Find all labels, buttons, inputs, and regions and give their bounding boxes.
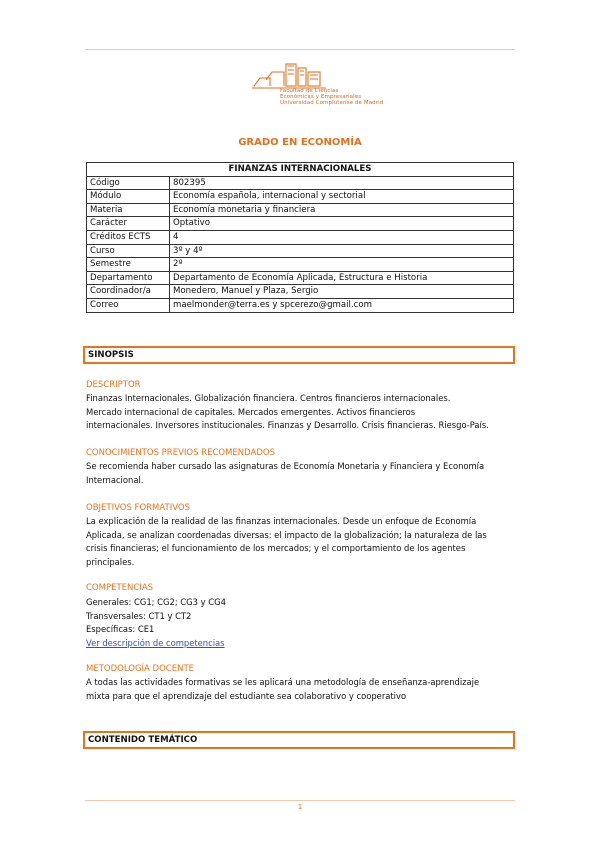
header-rule xyxy=(85,49,515,50)
text-line: Se recomienda haber cursado las asignaturas de Economía Monetaria y Financiera y Economía xyxy=(86,461,485,471)
table-row xyxy=(87,271,514,285)
page-number: 1 xyxy=(297,803,303,811)
row-value: maelmonder@terra.es y spcerezo@gmail.com xyxy=(170,298,514,312)
text-line: Finanzas Internacionales. Globalización financiera. Centros financieros internacionales. xyxy=(86,393,451,403)
row-label: Coordinador/a xyxy=(87,285,170,299)
sinopsis-section-heading: SINOPSIS xyxy=(83,346,515,364)
course-info-table xyxy=(86,162,514,313)
text-line: principales. xyxy=(86,556,135,567)
table-row xyxy=(87,217,514,231)
table-row xyxy=(87,230,514,244)
objetivos-heading: OBJETIVOS FORMATIVOS xyxy=(86,503,190,513)
metodologia-heading: METODOLOGÍA DOCENTE xyxy=(86,664,195,674)
objetivos-text xyxy=(86,515,514,569)
table-row xyxy=(87,176,514,190)
degree-title: GRADO EN ECONOMÍA xyxy=(238,137,362,148)
text-line: crisis financieras; el funcionamiento de los mercados; y el comportamiento de los agentes xyxy=(86,543,466,553)
table-row xyxy=(87,285,514,299)
logo-line: Económicas y Empresariales xyxy=(280,94,362,100)
row-value: Monedero, Manuel y Plaza, Sergio xyxy=(170,285,514,299)
table-row xyxy=(87,190,514,204)
text-line: Mercado internacional de capitales. Mercados emergentes. Activos financieros xyxy=(86,406,416,417)
row-value: 4 xyxy=(170,230,514,244)
competencias-generales: Generales: CG1; CG2; CG3 y CG4 xyxy=(86,597,226,607)
table-row xyxy=(87,244,514,258)
row-value: 3º y 4º xyxy=(170,244,514,258)
row-label: Materia xyxy=(87,203,170,217)
row-label: Código xyxy=(87,176,170,190)
row-label: Departamento xyxy=(87,271,170,285)
competencias-especificas: Específicas: CE1 xyxy=(86,624,155,634)
metodologia-text xyxy=(86,676,514,703)
competencias-link[interactable]: Ver descripción de competencias xyxy=(86,637,225,648)
table-row xyxy=(87,298,514,312)
descriptor-text xyxy=(86,392,514,433)
row-value: Economía española, internacional y sectorial xyxy=(170,190,514,204)
competencias-text xyxy=(86,596,514,650)
contenido-section-heading: CONTENIDO TEMÁTICO xyxy=(83,731,515,749)
logo-line: Universidad Complutense de Madrid xyxy=(280,100,384,106)
text-line: A todas las actividades formativas se les aplicará una metodología de enseñanza-aprendizaje xyxy=(86,677,480,687)
row-value: 2º xyxy=(170,258,514,272)
row-label: Módulo xyxy=(87,190,170,204)
footer-rule xyxy=(85,800,515,801)
row-label: Correo xyxy=(87,298,170,312)
logo-line: Facultad de Ciencias xyxy=(280,88,339,94)
row-value: Departamento de Economía Aplicada, Estructura e Historia xyxy=(170,271,514,285)
text-line: internacionales. Inversores institucionales. Finanzas y Desarrollo. Crisis financieras. Riesgo-País. xyxy=(86,420,489,430)
descriptor-heading: DESCRIPTOR xyxy=(86,380,141,390)
row-label: Curso xyxy=(87,244,170,258)
table-row xyxy=(87,258,514,272)
row-value: 802395 xyxy=(170,176,514,190)
row-label: Carácter xyxy=(87,217,170,231)
row-label: Créditos ECTS xyxy=(87,230,170,244)
text-line: mixta para que el aprendizaje del estudiante sea colaborativo y cooperativo xyxy=(86,690,407,701)
table-row xyxy=(87,203,514,217)
course-name-heading: FINANZAS INTERNACIONALES xyxy=(87,163,514,177)
competencias-transversales: Transversales: CT1 y CT2 xyxy=(86,610,192,621)
conocimientos-text xyxy=(86,460,514,487)
row-value: Optativo xyxy=(170,217,514,231)
conocimientos-heading: CONOCIMIENTOS PREVIOS RECOMENDADOS xyxy=(86,448,275,458)
row-value: Economía monetaria y financiera xyxy=(170,203,514,217)
text-line: Internacional. xyxy=(86,474,144,485)
text-line: La explicación de la realidad de las finanzas internacionales. Desde un enfoque de Economía xyxy=(86,516,477,526)
competencias-heading: COMPETENCIAS xyxy=(86,583,154,593)
text-line: Aplicada, se analizan coordenadas diversas: el impacto de la globalización; la naturaleza de las xyxy=(86,529,487,540)
faculty-logo-text xyxy=(280,88,383,106)
row-label: Semestre xyxy=(87,258,170,272)
